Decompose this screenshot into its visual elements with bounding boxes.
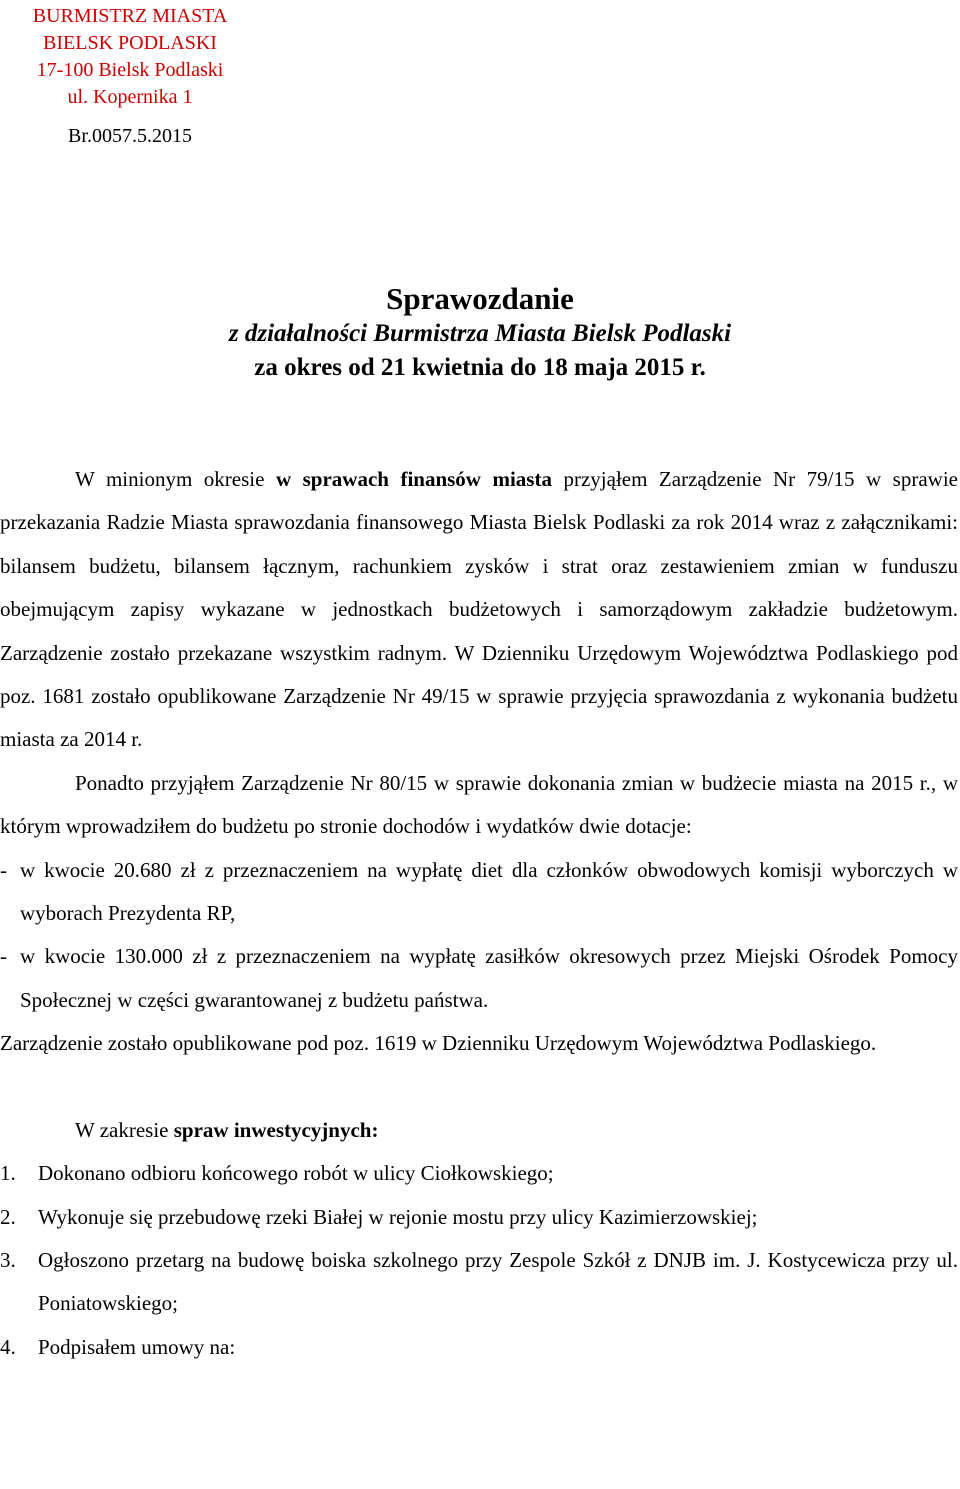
document-subtitle: z działalności Burmistrza Miasta Bielsk Podlaski	[228, 320, 732, 347]
budget-change-paragraph: Ponadto przyjąłem Zarządzenie Nr 80/15 w sprawie dokonania zmian w budżecie miasta na 2015 r., w którym wprowadziłem do budżetu po stronie dochodów i wydatków dwie dotacje:	[0, 770, 958, 839]
item-text: Wykonuje się przebudowę rzeki Białej w rejonie mostu przy ulicy Kazimierzowskiej;	[38, 1204, 758, 1229]
letterhead	[0, 3, 260, 150]
report-body	[0, 458, 958, 1369]
item-text: Ogłoszono przetarg na budowę boiska szkolnego przy Zespole Szkół z DNJB im. J. Kostycewicza przy ul. Poniatowskiego;	[38, 1247, 958, 1316]
letterhead-address: 17-100 Bielsk Podlaski	[36, 59, 224, 81]
finance-text: przyjąłem Zarządzenie Nr 79/15 w sprawie przekazania Radzie Miasta sprawozdania finansowego Miasta Bielsk Podlaski za rok 2014 wraz z załącznikami: bilansem budżetu, bilansem łącznym, rachunkiem zysków i strat oraz zestawieniem zmian w funduszu obejmującym zapisy wykazane w jednostkach budżetowych i samorządowym zakładzie budżetowym. Zarządzenie zostało przekazane wszystkim radnym. W Dzienniku Urzędowym Województwa Podlaskiego pod poz. 1681 zostało opublikowane Zarządzenie Nr 49/15 w sprawie przyjęcia sprawozdania z wykonania budżetu miasta za 2014 r.	[0, 467, 958, 752]
publication-paragraph: Zarządzenie zostało opublikowane pod poz. 1619 w Dzienniku Urzędowym Województwa Podlaskiego.	[0, 1031, 877, 1056]
list-item	[0, 1239, 958, 1326]
list-item	[0, 849, 958, 936]
letterhead-line-2: BIELSK PODLASKI	[43, 32, 217, 54]
dash-item-text: w kwocie 20.680 zł z przeznaczeniem na wypłatę diet dla członków obwodowych komisji wyborczych w wyborach Prezydenta RP,	[20, 857, 958, 926]
item-text: Dokonano odbioru końcowego robót w ulicy Ciołkowskiego;	[38, 1161, 554, 1186]
finance-heading: w sprawach finansów miasta	[275, 467, 552, 491]
list-item	[0, 935, 958, 1022]
item-text: Podpisałem umowy na:	[38, 1334, 236, 1359]
letterhead-street: ul. Kopernika 1	[67, 86, 193, 108]
document-period: za okres od 21 kwietnia do 18 maja 2015 r.	[254, 354, 706, 381]
item-number: 2.	[0, 1204, 16, 1229]
item-number: 1.	[0, 1161, 16, 1186]
item-number: 4.	[0, 1334, 16, 1359]
finance-paragraph	[0, 458, 958, 762]
finance-intro: W minionym okresie	[75, 467, 276, 491]
investments-label: spraw inwestycyjnych:	[173, 1117, 379, 1142]
letterhead-line-1: BURMISTRZ MIASTA	[32, 5, 228, 27]
dash-marker: -	[0, 857, 7, 882]
title-block	[0, 282, 960, 385]
list-item	[0, 1152, 958, 1195]
reference-number: Br.0057.5.2015	[68, 125, 192, 147]
document-title: Sprawozdanie	[386, 281, 574, 316]
investments-intro: W zakresie	[75, 1117, 174, 1142]
dash-item-text: w kwocie 130.000 zł z przeznaczeniem na wypłatę zasiłków okresowych przez Miejski Ośrodek Pomocy Społecznej w części gwarantowanej z budżetu państwa.	[20, 944, 958, 1012]
list-item	[0, 1196, 958, 1239]
dash-marker: -	[0, 944, 7, 969]
section-spacer	[0, 1066, 958, 1109]
list-item	[0, 1326, 958, 1369]
investments-heading	[0, 1109, 958, 1152]
item-number: 3.	[0, 1247, 16, 1272]
